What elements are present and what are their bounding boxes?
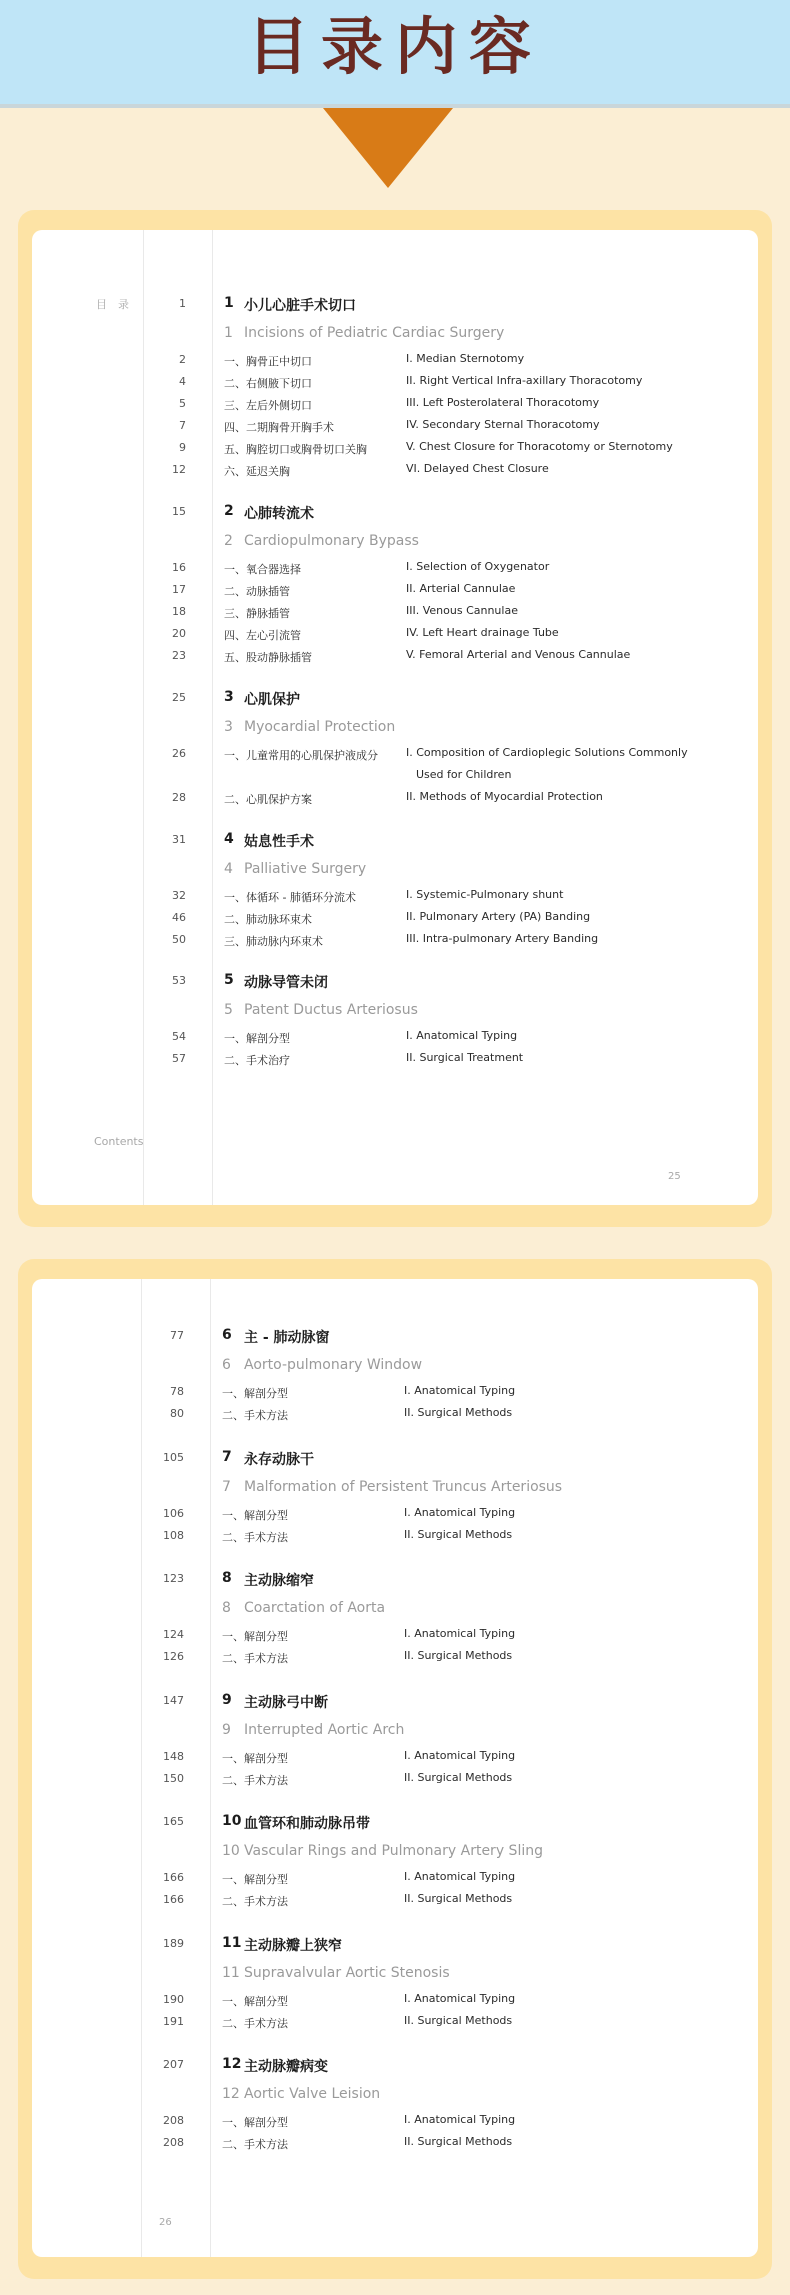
chapter-title-zh: 主 - 肺动脉窗 bbox=[244, 1330, 330, 1346]
item-title-en: I. Systemic-Pulmonary shunt bbox=[406, 888, 564, 901]
chapter-number-en: 2 bbox=[224, 533, 233, 549]
chapter-title-en: Interrupted Aortic Arch bbox=[244, 1722, 405, 1738]
item-title-zh: 一、胸骨正中切口 bbox=[224, 355, 312, 368]
item-page-number: 126 bbox=[163, 1650, 184, 1663]
chapter-title-zh: 主动脉弓中断 bbox=[244, 1695, 328, 1711]
title-banner bbox=[0, 0, 790, 108]
item-title-zh: 三、肺动脉内环束术 bbox=[224, 935, 323, 948]
chapter-title-zh: 主动脉瓣上狭窄 bbox=[244, 1938, 342, 1954]
item-title-en: III. Intra-pulmonary Artery Banding bbox=[406, 932, 599, 945]
item-page-number: 166 bbox=[163, 1893, 184, 1906]
chapter-number: 4 bbox=[224, 831, 234, 847]
side-label-en: Contents bbox=[94, 1135, 144, 1148]
chapter-page-number: 189 bbox=[163, 1937, 184, 1950]
item-title-en: I. Anatomical Typing bbox=[404, 1870, 516, 1883]
item-title-en: II. Pulmonary Artery (PA) Banding bbox=[406, 910, 591, 923]
chapter-number: 11 bbox=[222, 1935, 242, 1951]
item-title-en: II. Surgical Treatment bbox=[406, 1051, 524, 1064]
item-title-en: II. Surgical Methods bbox=[404, 1649, 513, 1662]
chapter-title-en: Patent Ductus Arteriosus bbox=[244, 1002, 418, 1018]
item-title-en: II. Methods of Myocardial Protection bbox=[406, 790, 603, 803]
item-title-zh: 一、儿童常用的心肌保护液成分 bbox=[224, 749, 378, 762]
item-title-en: II. Surgical Methods bbox=[404, 1771, 513, 1784]
item-title-zh: 二、手术方法 bbox=[222, 1531, 288, 1544]
item-page-number: 208 bbox=[163, 2136, 184, 2149]
chapter-number: 12 bbox=[222, 2056, 242, 2072]
item-title-en: V. Chest Closure for Thoracotomy or Sternotomy bbox=[406, 440, 673, 453]
column-divider bbox=[143, 230, 144, 1205]
chapter-number-en: 10 bbox=[222, 1843, 240, 1859]
chapter-number-en: 6 bbox=[222, 1357, 231, 1373]
toc-panel-1 bbox=[18, 210, 772, 1227]
item-title-zh: 一、解剖分型 bbox=[222, 1752, 288, 1765]
item-title-en: I. Anatomical Typing bbox=[404, 1992, 516, 2005]
item-title-zh: 二、手术方法 bbox=[222, 2017, 288, 2030]
item-page-number: 57 bbox=[172, 1052, 186, 1065]
item-title-en: I. Anatomical Typing bbox=[404, 1384, 516, 1397]
item-title-en: III. Venous Cannulae bbox=[406, 604, 518, 617]
chapter-number: 5 bbox=[224, 972, 234, 988]
item-title-en: I. Anatomical Typing bbox=[404, 1749, 516, 1762]
chapter-title-zh: 姑息性手术 bbox=[244, 834, 314, 850]
item-title-zh: 二、手术方法 bbox=[222, 1774, 288, 1787]
item-page-number: 190 bbox=[163, 1993, 184, 2006]
toc-page-1 bbox=[32, 230, 758, 1205]
item-page-number: 80 bbox=[170, 1407, 184, 1420]
item-page-number: 148 bbox=[163, 1750, 184, 1763]
chapter-title-en: Malformation of Persistent Truncus Arteriosus bbox=[244, 1479, 563, 1495]
item-title-zh: 二、手术方法 bbox=[222, 1652, 288, 1665]
item-title-zh: 一、解剖分型 bbox=[224, 1032, 290, 1045]
item-page-number: 7 bbox=[179, 419, 186, 432]
item-title-zh: 二、心肌保护方案 bbox=[224, 793, 312, 806]
chapter-title-en: Incisions of Pediatric Cardiac Surgery bbox=[244, 325, 505, 341]
chapter-page-number: 15 bbox=[172, 505, 186, 518]
item-page-number: 16 bbox=[172, 561, 186, 574]
chapter-title-en: Palliative Surgery bbox=[244, 861, 367, 877]
item-title-en: I. Anatomical Typing bbox=[404, 1627, 516, 1640]
item-title-zh: 五、胸腔切口或胸骨切口关胸 bbox=[224, 443, 367, 456]
item-page-number: 191 bbox=[163, 2015, 184, 2028]
chapter-title-en: Cardiopulmonary Bypass bbox=[244, 533, 419, 549]
chapter-title-zh: 永存动脉干 bbox=[244, 1452, 314, 1468]
item-page-number: 5 bbox=[179, 397, 186, 410]
item-title-en: II. Surgical Methods bbox=[404, 1892, 513, 1905]
chapter-number: 9 bbox=[222, 1692, 232, 1708]
item-title-zh: 一、体循环 - 肺循环分流术 bbox=[224, 891, 356, 904]
item-title-zh: 一、氧合器选择 bbox=[224, 563, 301, 576]
item-title-zh: 三、静脉插管 bbox=[224, 607, 290, 620]
chapter-number: 10 bbox=[222, 1813, 242, 1829]
item-title-zh: 一、解剖分型 bbox=[222, 1995, 288, 2008]
item-title-en: IV. Left Heart drainage Tube bbox=[406, 626, 559, 639]
chapter-title-en: Myocardial Protection bbox=[244, 719, 396, 735]
item-title-en: I. Composition of Cardioplegic Solutions Commonly bbox=[406, 746, 688, 759]
chapter-number-en: 12 bbox=[222, 2086, 240, 2102]
item-title-en: II. Surgical Methods bbox=[404, 2014, 513, 2027]
column-divider bbox=[210, 1279, 211, 2257]
item-page-number: 4 bbox=[179, 375, 186, 388]
item-title-zh: 二、肺动脉环束术 bbox=[224, 913, 312, 926]
item-page-number: 12 bbox=[172, 463, 186, 476]
page-number: 26 bbox=[159, 2217, 172, 2228]
page-title: 目录内容 bbox=[246, 10, 543, 83]
chapter-title-zh: 心肺转流术 bbox=[244, 506, 314, 522]
chapter-title-en: Aortic Valve Leision bbox=[244, 2086, 381, 2102]
item-title-zh: 三、左后外侧切口 bbox=[224, 399, 312, 412]
column-divider bbox=[212, 230, 213, 1205]
item-title-zh: 二、动脉插管 bbox=[224, 585, 290, 598]
item-title-en: III. Left Posterolateral Thoracotomy bbox=[406, 396, 600, 409]
item-page-number: 78 bbox=[170, 1385, 184, 1398]
chapter-title-zh: 主动脉缩窄 bbox=[244, 1573, 314, 1589]
item-page-number: 124 bbox=[163, 1628, 184, 1641]
chapter-page-number: 31 bbox=[172, 833, 186, 846]
chapter-title-en: Supravalvular Aortic Stenosis bbox=[244, 1965, 450, 1981]
column-divider bbox=[141, 1279, 142, 2257]
chapter-page-number: 25 bbox=[172, 691, 186, 704]
chapter-number: 6 bbox=[222, 1327, 232, 1343]
item-title-zh: 四、左心引流管 bbox=[224, 629, 301, 642]
item-page-number: 28 bbox=[172, 791, 186, 804]
item-page-number: 108 bbox=[163, 1529, 184, 1542]
chapter-number-en: 5 bbox=[224, 1002, 233, 1018]
chapter-number-en: 4 bbox=[224, 861, 233, 877]
chapter-title-en: Vascular Rings and Pulmonary Artery Sling bbox=[244, 1843, 543, 1859]
item-title-en: I. Median Sternotomy bbox=[406, 352, 525, 365]
chapter-page-number: 123 bbox=[163, 1572, 184, 1585]
item-title-zh: 一、解剖分型 bbox=[222, 1387, 288, 1400]
item-page-number: 2 bbox=[179, 353, 186, 366]
chapter-number-en: 7 bbox=[222, 1479, 231, 1495]
chapter-title-en: Aorto-pulmonary Window bbox=[244, 1357, 423, 1373]
chapter-title-zh: 小儿心脏手术切口 bbox=[244, 298, 356, 314]
item-page-number: 23 bbox=[172, 649, 186, 662]
item-title-en: II. Right Vertical Infra-axillary Thoracotomy bbox=[406, 374, 643, 387]
chapter-number: 2 bbox=[224, 503, 234, 519]
side-label-zh: 目 录 bbox=[96, 298, 129, 311]
item-page-number: 208 bbox=[163, 2114, 184, 2127]
item-page-number: 106 bbox=[163, 1507, 184, 1520]
item-title-zh: 六、延迟关胸 bbox=[224, 465, 290, 478]
chapter-number-en: 11 bbox=[222, 1965, 240, 1981]
item-page-number: 166 bbox=[163, 1871, 184, 1884]
item-title-zh: 五、股动静脉插管 bbox=[224, 651, 312, 664]
item-title-en: II. Surgical Methods bbox=[404, 2135, 513, 2148]
item-title-en: II. Surgical Methods bbox=[404, 1406, 513, 1419]
chapter-title-zh: 主动脉瓣病变 bbox=[244, 2059, 328, 2075]
chapter-title-zh: 心肌保护 bbox=[244, 692, 300, 708]
page-number: 25 bbox=[668, 1171, 681, 1182]
chapter-page-number: 1 bbox=[179, 297, 186, 310]
item-title-en: II. Surgical Methods bbox=[404, 1528, 513, 1541]
chapter-page-number: 77 bbox=[170, 1329, 184, 1342]
down-arrow-icon bbox=[323, 108, 453, 188]
item-title-en: I. Anatomical Typing bbox=[404, 2113, 516, 2126]
chapter-page-number: 147 bbox=[163, 1694, 184, 1707]
chapter-number-en: 3 bbox=[224, 719, 233, 735]
chapter-page-number: 165 bbox=[163, 1815, 184, 1828]
item-title-en-continued: Used for Children bbox=[416, 768, 512, 781]
chapter-number-en: 1 bbox=[224, 325, 233, 341]
item-title-zh: 二、手术方法 bbox=[222, 2138, 288, 2151]
chapter-number-en: 8 bbox=[222, 1600, 231, 1616]
chapter-title-zh: 动脉导管未闭 bbox=[244, 975, 328, 991]
item-page-number: 26 bbox=[172, 747, 186, 760]
item-page-number: 150 bbox=[163, 1772, 184, 1785]
item-title-zh: 一、解剖分型 bbox=[222, 1873, 288, 1886]
item-title-en: IV. Secondary Sternal Thoracotomy bbox=[406, 418, 600, 431]
toc-page-2 bbox=[32, 1279, 758, 2257]
item-page-number: 18 bbox=[172, 605, 186, 618]
chapter-number: 7 bbox=[222, 1449, 232, 1465]
item-page-number: 20 bbox=[172, 627, 186, 640]
item-title-en: II. Arterial Cannulae bbox=[406, 582, 516, 595]
chapter-title-zh: 血管环和肺动脉吊带 bbox=[244, 1816, 370, 1832]
item-page-number: 50 bbox=[172, 933, 186, 946]
chapter-page-number: 105 bbox=[163, 1451, 184, 1464]
item-page-number: 17 bbox=[172, 583, 186, 596]
item-title-zh: 二、右侧腋下切口 bbox=[224, 377, 312, 390]
item-title-zh: 二、手术方法 bbox=[222, 1409, 288, 1422]
item-title-en: I. Selection of Oxygenator bbox=[406, 560, 550, 573]
item-title-zh: 二、手术方法 bbox=[222, 1895, 288, 1908]
item-title-en: I. Anatomical Typing bbox=[406, 1029, 518, 1042]
item-page-number: 32 bbox=[172, 889, 186, 902]
item-title-zh: 一、解剖分型 bbox=[222, 1630, 288, 1643]
item-page-number: 46 bbox=[172, 911, 186, 924]
chapter-number: 3 bbox=[224, 689, 234, 705]
item-title-en: I. Anatomical Typing bbox=[404, 1506, 516, 1519]
item-title-zh: 四、二期胸骨开胸手术 bbox=[224, 421, 334, 434]
item-page-number: 54 bbox=[172, 1030, 186, 1043]
chapter-title-en: Coarctation of Aorta bbox=[244, 1600, 386, 1616]
item-page-number: 9 bbox=[179, 441, 186, 454]
item-title-en: V. Femoral Arterial and Venous Cannulae bbox=[406, 648, 631, 661]
chapter-number: 1 bbox=[224, 295, 234, 311]
item-title-zh: 二、手术治疗 bbox=[224, 1054, 290, 1067]
toc-panel-2 bbox=[18, 1259, 772, 2279]
chapter-page-number: 53 bbox=[172, 974, 186, 987]
chapter-number-en: 9 bbox=[222, 1722, 231, 1738]
item-title-en: VI. Delayed Chest Closure bbox=[406, 462, 549, 475]
chapter-number: 8 bbox=[222, 1570, 232, 1586]
chapter-page-number: 207 bbox=[163, 2058, 184, 2071]
item-title-zh: 一、解剖分型 bbox=[222, 2116, 288, 2129]
item-title-zh: 一、解剖分型 bbox=[222, 1509, 288, 1522]
